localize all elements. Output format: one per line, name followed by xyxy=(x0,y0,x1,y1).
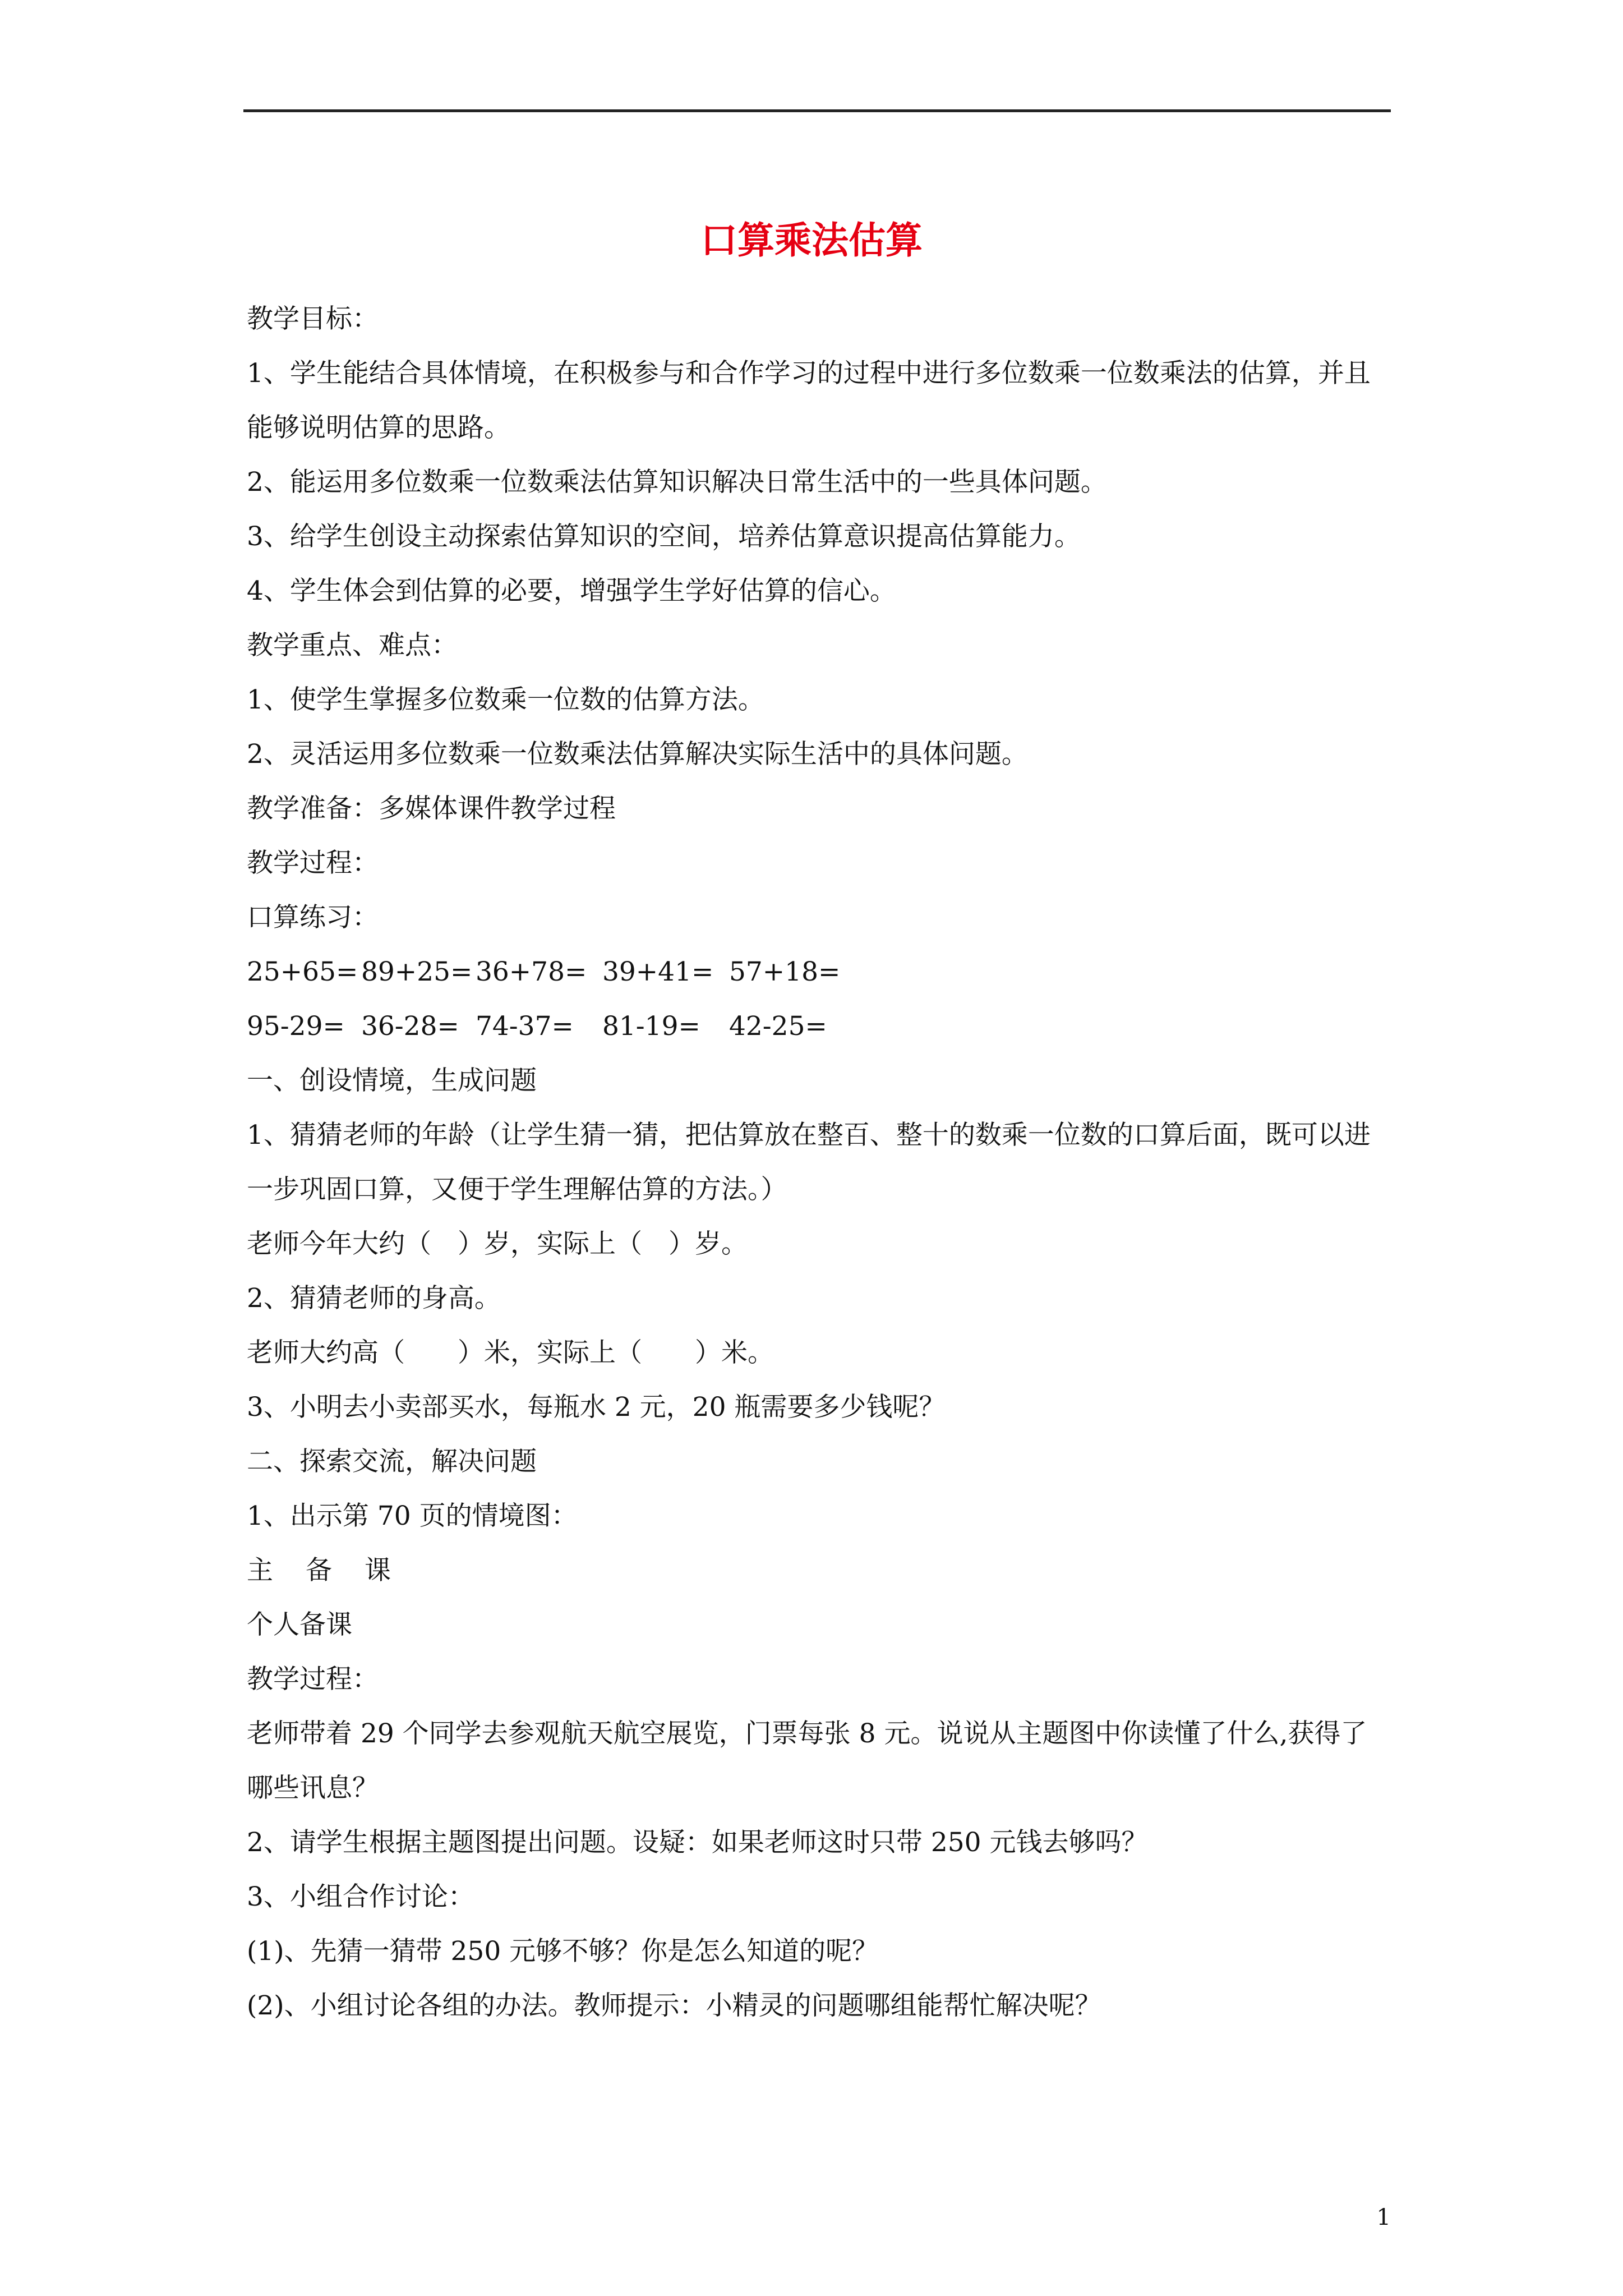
page-number: 1 xyxy=(1376,2205,1391,2230)
section-heading: 口算练习： xyxy=(247,902,379,933)
paragraph: 老师大约高（ ）米，实际上（ ）米。 xyxy=(247,1337,774,1368)
paragraph: 3、小组合作讨论： xyxy=(247,1881,474,1912)
arithmetic-item: 74-37= xyxy=(476,1011,574,1042)
arithmetic-item: 89+25= xyxy=(361,956,473,987)
paragraph: 4、学生体会到估算的必要，增强学生学好估算的信心。 xyxy=(247,576,896,606)
arithmetic-item: 95-29= xyxy=(247,1011,345,1042)
arithmetic-item: 42-25= xyxy=(729,1011,827,1042)
paragraph: (2)、小组讨论各组的办法。教师提示：小精灵的问题哪组能帮忙解决呢？ xyxy=(247,1990,1101,2021)
arithmetic-item: 36+78= xyxy=(476,956,587,987)
paragraph: 1、使学生掌握多位数乘一位数的估算方法。 xyxy=(247,684,764,715)
arithmetic-item: 39+41= xyxy=(602,956,714,987)
paragraph: 1、猜猜老师的年龄（让学生猜一猜，把估算放在整百、整十的数乘一位数的口算后面，既可以进一步巩固口算，又便于学生理解估算的方法。） xyxy=(247,1120,1371,1205)
section-heading: 教学过程： xyxy=(247,1664,379,1695)
paragraph: 3、小明去小卖部买水，每瓶水 2 元，20 瓶需要多少钱呢？ xyxy=(247,1392,946,1423)
section-heading: 教学过程： xyxy=(247,848,379,878)
spaced-label xyxy=(247,1543,1391,1598)
arithmetic-item: 57+18= xyxy=(729,956,841,987)
section-heading: 二、探索交流，解决问题 xyxy=(247,1446,537,1477)
spaced-char: 课 xyxy=(365,1555,391,1586)
section-heading: 教学重点、难点： xyxy=(247,630,458,661)
arithmetic-row xyxy=(247,999,1391,1053)
paragraph: 教学准备：多媒体课件教学过程 xyxy=(247,793,616,824)
paragraph: 2、请学生根据主题图提出问题。设疑：如果老师这时只带 250 元钱去够吗？ xyxy=(247,1827,1148,1858)
section-heading: 教学目标： xyxy=(247,303,379,334)
spaced-char: 主 xyxy=(247,1555,273,1586)
paragraph: 1、出示第 70 页的情境图： xyxy=(247,1501,578,1531)
document-body xyxy=(247,292,1391,2033)
arithmetic-item: 36-28= xyxy=(361,1011,459,1042)
header-rule xyxy=(243,109,1391,112)
arithmetic-row xyxy=(247,945,1391,999)
paragraph: 老师今年大约（ ）岁，实际上（ ）岁。 xyxy=(247,1228,748,1259)
paragraph: 2、猜猜老师的身高。 xyxy=(247,1283,501,1314)
paragraph: 老师带着 29 个同学去参观航天航空展览，门票每张 8 元。说说从主题图中你读懂了什么,获得了哪些讯息？ xyxy=(247,1718,1367,1803)
paragraph: (1)、先猜一猜带 250 元够不够？你是怎么知道的呢？ xyxy=(247,1936,879,1967)
section-heading: 一、创设情境，生成问题 xyxy=(247,1065,537,1096)
paragraph: 1、学生能结合具体情境，在积极参与和合作学习的过程中进行多位数乘一位数乘法的估算，并且能够说明估算的思路。 xyxy=(247,358,1371,443)
document-title: 口算乘法估算 xyxy=(700,218,923,262)
paragraph: 3、给学生创设主动探索估算知识的空间，培养估算意识提高估算能力。 xyxy=(247,521,1081,552)
arithmetic-item: 81-19= xyxy=(602,1011,700,1042)
paragraph: 2、灵活运用多位数乘一位数乘法估算解决实际生活中的具体问题。 xyxy=(247,739,1028,770)
arithmetic-item: 25+65= xyxy=(247,956,358,987)
paragraph: 2、能运用多位数乘一位数乘法估算知识解决日常生活中的一些具体问题。 xyxy=(247,467,1107,498)
spaced-char: 备 xyxy=(306,1555,332,1586)
paragraph: 个人备课 xyxy=(247,1609,352,1640)
